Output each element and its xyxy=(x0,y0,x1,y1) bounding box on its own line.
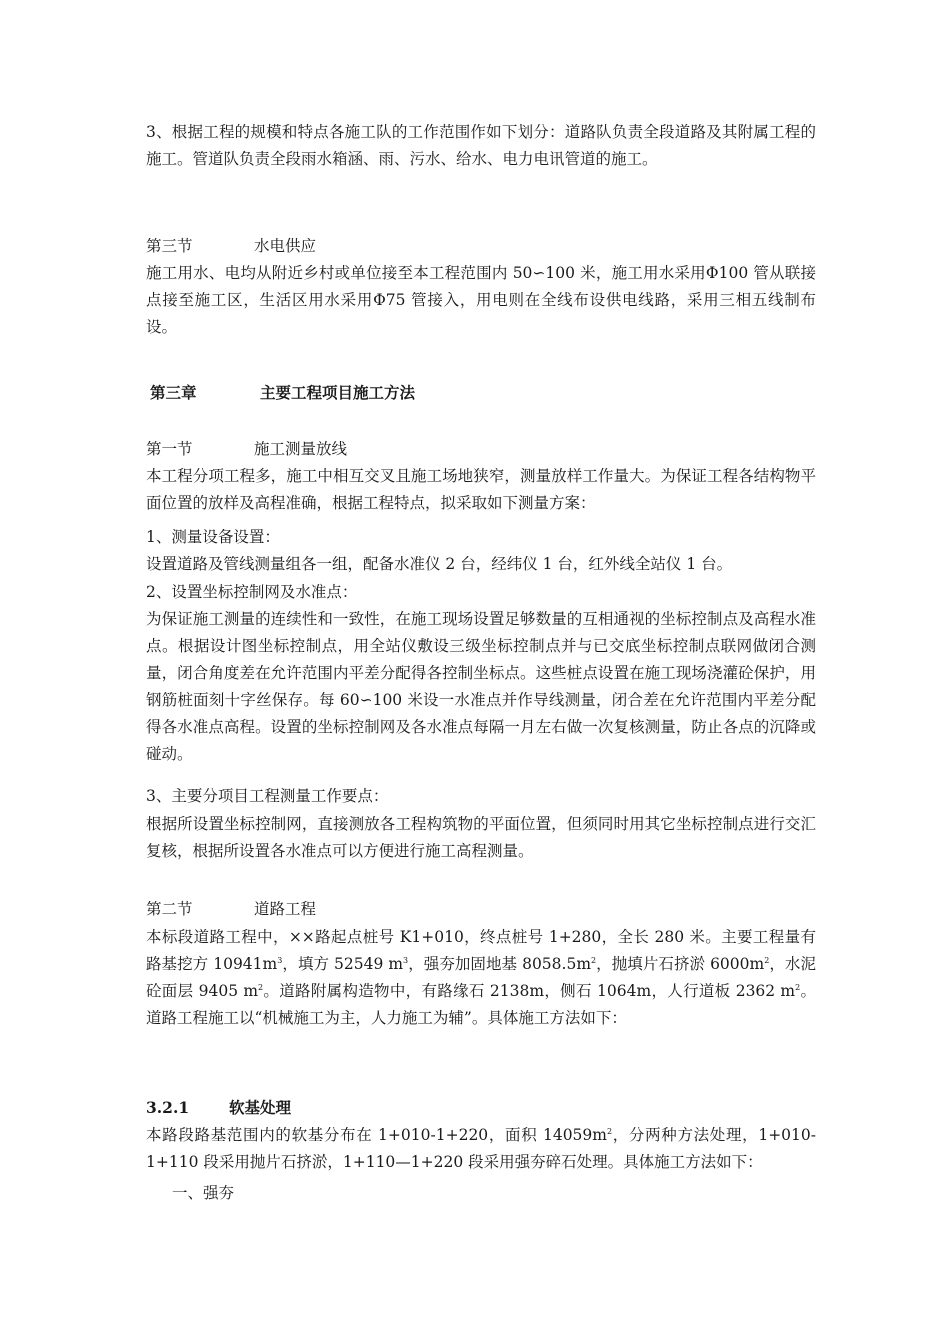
text-run: 本路段路基范围内的软基分布在 1+010-1+220，面积 14059m xyxy=(146,1126,607,1144)
list-item-text: 3、主要分项目工程测量工作要点： xyxy=(146,787,389,805)
text-run: ，分两种方法处理，1+010-1+110 段采用抛片石挤淤，1+110—1+220 段采用强夯碎石处理。具体施工方法如下： xyxy=(146,1126,817,1171)
list-item-text: 1、测量设备设置： xyxy=(146,528,280,546)
superscript: 3 xyxy=(403,955,409,965)
section-number: 第二节 xyxy=(146,900,193,918)
chapter-number: 第三章 xyxy=(150,383,197,402)
section-heading-road xyxy=(146,896,316,923)
list-item-dynamic-compaction xyxy=(172,1180,234,1207)
section-number: 第三节 xyxy=(146,237,193,255)
list-item-2 xyxy=(146,579,357,606)
text-run: ，水泥砼面层 9405 m xyxy=(146,955,816,1000)
superscript: 2 xyxy=(606,1126,613,1136)
paragraph-text: 为保证施工测量的连续性和一致性，在施工现场设置足够数量的互相通视的坐标控制点及高程水准点。根据设计图坐标控制点，用全站仪敷设三级坐标控制点并与已交底坐标控制点联网做闭合测量，闭合角度差在允许范围内平差分配得各控制坐标点。这些桩点设置在施工现场浇灌砼保护，用钢筋桩面刻十字丝保存。每 60∽100 米设一水准点并作导线测量，闭合差在允许范围内平差分配得各水准点高程。设置的坐标控制网及各水准点每隔一月左右做一次复核测量，防止各点的沉降或碰动。 xyxy=(146,610,816,763)
list-item-1-body xyxy=(146,551,732,578)
section-heading-survey xyxy=(146,436,347,463)
list-item-3 xyxy=(146,783,388,810)
subsection-number: 3.2.1 xyxy=(146,1098,190,1117)
paragraph-text: 3、根据工程的规模和特点各施工队的工作范围作如下划分：道路队负责全段道路及其附属工程的施工。管道队负责全段雨水箱涵、雨、污水、给水、电力电讯管道的施工。 xyxy=(146,123,816,168)
section-title: 道路工程 xyxy=(254,900,317,918)
paragraph-survey-intro xyxy=(146,463,816,517)
paragraph-text: 施工用水、电均从附近乡村或单位接至本工程范围内 50∽100 米，施工用水采用Φ100 管从联接点接至施工区，生活区用水采用Φ75 管接入，用电则在全线布设供电线路，采用三相五线制布设。 xyxy=(146,264,816,336)
superscript: 2 xyxy=(258,982,264,992)
paragraph-survey-points xyxy=(146,811,816,865)
superscript: 2 xyxy=(764,955,770,965)
paragraph-text: 本工程分项工程多，施工中相互交叉且施工场地狭窄，测量放样工作量大。为保证工程各结构物平面位置的放样及高程准确，根据工程特点，拟采取如下测量方案： xyxy=(146,467,816,512)
list-item-1 xyxy=(146,524,280,551)
subsection-title: 软基处理 xyxy=(229,1098,292,1117)
text-run: ，强夯加固地基 8058.5m xyxy=(408,955,592,973)
paragraph-soft-foundation xyxy=(146,1122,816,1176)
section-title: 水电供应 xyxy=(254,237,317,255)
superscript: 2 xyxy=(591,955,597,965)
superscript: 2 xyxy=(795,982,801,992)
chapter-heading xyxy=(150,379,415,406)
text-run: ，填方 52549 m xyxy=(282,955,404,973)
paragraph-road-quantities xyxy=(146,924,816,1032)
list-item-text: 一、强夯 xyxy=(172,1184,235,1202)
text-run: ，抛填片石挤淤 6000m xyxy=(596,955,765,973)
paragraph-control-network xyxy=(146,606,816,768)
list-item-text: 2、设置坐标控制网及水准点： xyxy=(146,583,358,601)
text-run: 本标段道路工程中，××路起点桩号 K1+010，终点桩号 1+280，全长 280 米。主要工程量有路基挖方 10941m xyxy=(146,928,816,973)
subsection-heading xyxy=(146,1094,291,1121)
section-heading-water-power xyxy=(146,233,316,260)
superscript: 3 xyxy=(277,955,283,965)
section-number: 第一节 xyxy=(146,440,193,458)
section-title: 施工测量放线 xyxy=(254,440,348,458)
text-run: 。道路附属构造物中，有路缘石 2138m，侧石 1064m，人行道板 2362 m xyxy=(263,982,796,1000)
paragraph-water-power xyxy=(146,260,816,341)
paragraph-text: 设置道路及管线测量组各一组，配备水准仪 2 台，经纬仪 1 台，红外线全站仪 1 台。 xyxy=(146,555,733,573)
paragraph-team-division xyxy=(146,119,816,173)
chapter-title: 主要工程项目施工方法 xyxy=(260,383,416,402)
paragraph-text: 根据所设置坐标控制网，直接测放各工程构筑物的平面位置，但须同时用其它坐标控制点进行交汇复核，根据所设置各水准点可以方便进行施工高程测量。 xyxy=(146,815,816,860)
text-run: 。道路工程施工以“机械施工为主，人力施工为辅”。具体施工方法如下： xyxy=(146,982,816,1027)
